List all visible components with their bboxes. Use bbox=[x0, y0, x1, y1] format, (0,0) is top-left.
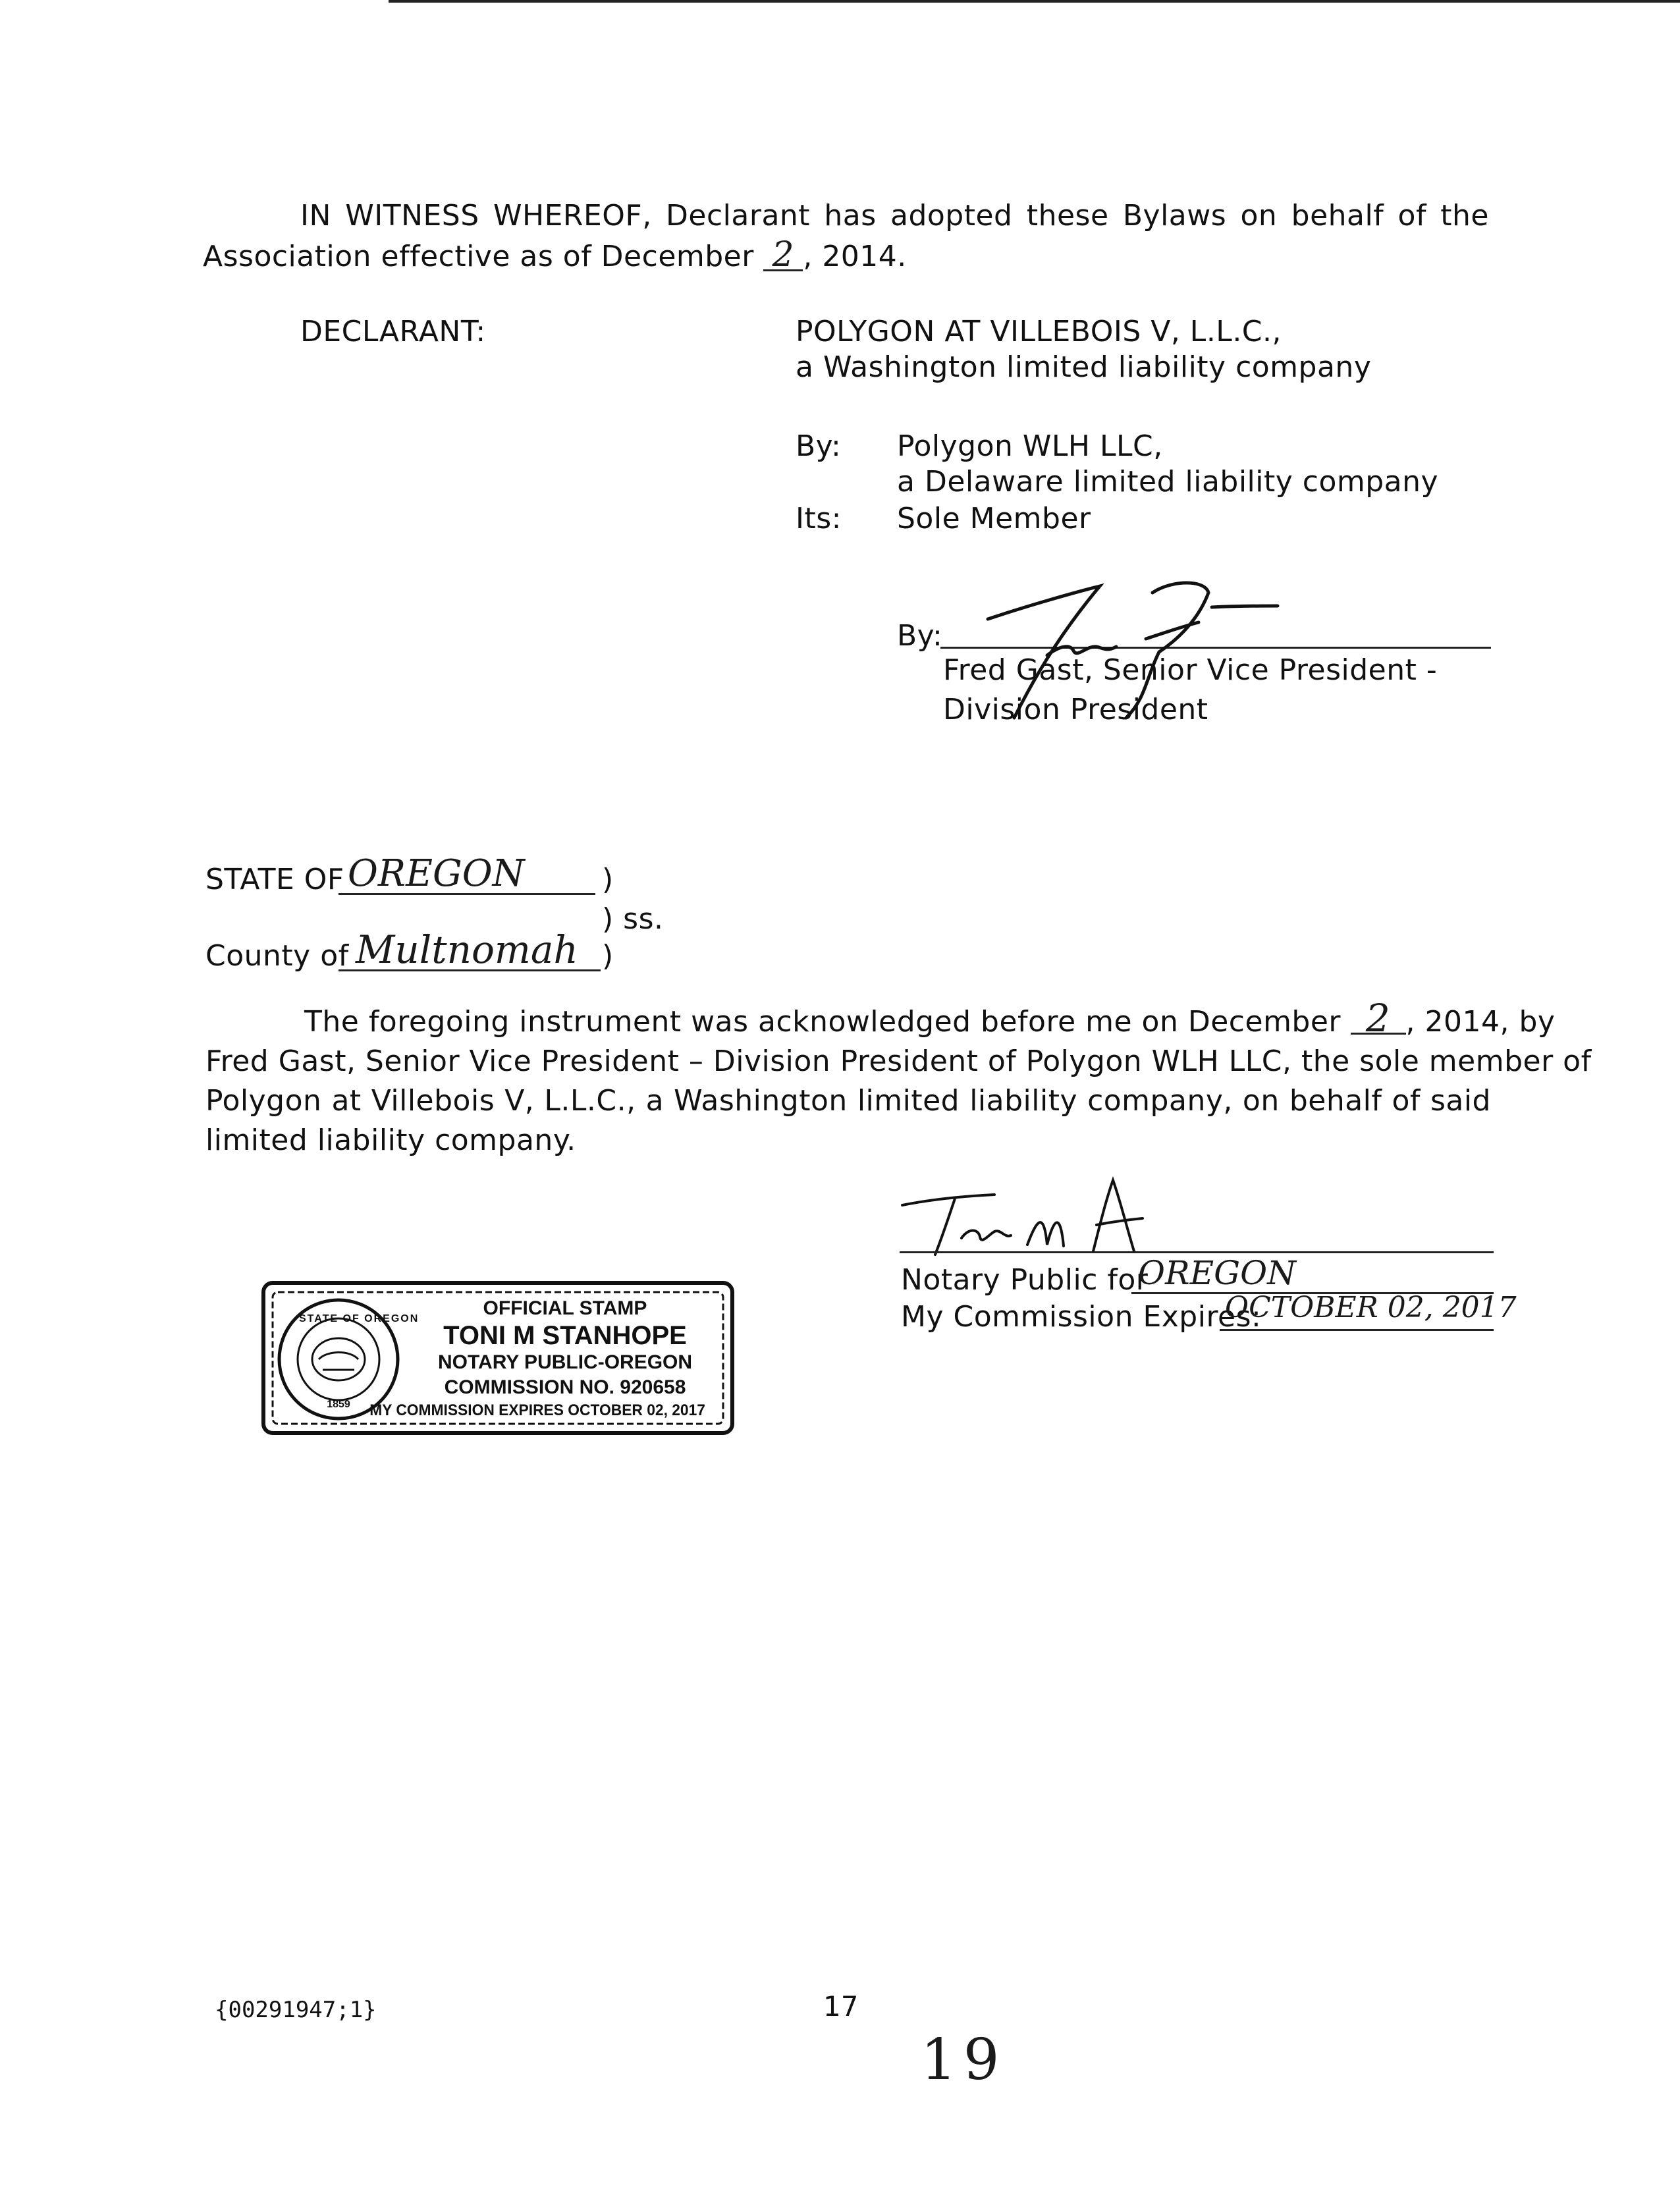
footer-doc-id: {00291947;1} bbox=[215, 1997, 377, 2023]
stamp-commission-number: COMMISSION NO. 920658 bbox=[444, 1376, 686, 1398]
stamp-seal-top: STATE OF OREGON bbox=[299, 1313, 420, 1324]
signature-by-label: By: bbox=[897, 619, 943, 653]
stamp-notary-line: NOTARY PUBLIC-OREGON bbox=[437, 1351, 693, 1373]
stamp-expiration: MY COMMISSION EXPIRES OCTOBER 02, 2017 bbox=[369, 1401, 705, 1419]
by-name: Polygon WLH LLC, bbox=[897, 429, 1163, 463]
ack-line-1: The foregoing instrument was acknowledged before me on December 2 , 2014, by bbox=[304, 996, 1556, 1041]
notary-signature bbox=[896, 1172, 1159, 1264]
handwritten-ack-date: 2 bbox=[1351, 1004, 1406, 1035]
county-label: County of bbox=[205, 939, 349, 973]
handwritten-state: OREGON bbox=[348, 852, 525, 895]
ack-line-4: limited liability company. bbox=[205, 1124, 576, 1157]
declarant-company: POLYGON AT VILLEBOIS V, L.L.C., bbox=[796, 315, 1282, 348]
ack-line-3: Polygon at Villebois V, L.L.C., a Washington limited liability company, on behalf of said bbox=[205, 1084, 1491, 1118]
handwritten-page-number: 19 bbox=[921, 2027, 1006, 2093]
signer-line-2: Division President bbox=[943, 693, 1208, 726]
handwritten-commission-date: OCTOBER 02, 2017 bbox=[1225, 1291, 1517, 1324]
state-underline bbox=[339, 893, 595, 895]
notary-public-label: Notary Public for bbox=[901, 1263, 1149, 1297]
notary-official-stamp bbox=[258, 1278, 738, 1438]
stamp-name: TONI M STANHOPE bbox=[443, 1321, 687, 1350]
by-label: By: bbox=[796, 429, 842, 463]
handwritten-notary-state: OREGON bbox=[1138, 1254, 1296, 1292]
stamp-title: OFFICIAL STAMP bbox=[483, 1297, 647, 1319]
handwritten-witness-date: 2 bbox=[763, 240, 803, 271]
witness-line-2: Association effective as of December 2 , 2014. bbox=[203, 235, 907, 275]
notary-signature-line bbox=[900, 1251, 1494, 1253]
handwritten-county: Multnomah bbox=[356, 927, 578, 972]
commission-underline bbox=[1220, 1329, 1494, 1331]
witness-line-1: IN WITNESS WHEREOF, Declarant has adopted these Bylaws on behalf of the bbox=[300, 199, 1489, 232]
stamp-seal-year: 1859 bbox=[327, 1399, 350, 1410]
state-label: STATE OF bbox=[205, 863, 344, 896]
ss-label: ) ss. bbox=[602, 902, 664, 936]
paren-2: ) bbox=[602, 939, 614, 973]
its-value: Sole Member bbox=[897, 502, 1091, 535]
declarant-company-desc: a Washington limited liability company bbox=[796, 350, 1372, 384]
by-desc: a Delaware limited liability company bbox=[897, 465, 1439, 499]
top-edge-rule bbox=[389, 0, 1680, 3]
ack-line-2: Fred Gast, Senior Vice President – Division President of Polygon WLH LLC, the sole member of bbox=[205, 1044, 1592, 1078]
footer-page-number: 17 bbox=[823, 1990, 859, 2022]
paren-1: ) bbox=[602, 863, 614, 896]
declarant-label: DECLARANT: bbox=[300, 315, 486, 348]
signer-line-1: Fred Gast, Senior Vice President - bbox=[943, 653, 1438, 687]
commission-label: My Commission Expires: bbox=[901, 1300, 1262, 1334]
county-underline bbox=[339, 969, 601, 971]
its-label: Its: bbox=[796, 502, 842, 535]
